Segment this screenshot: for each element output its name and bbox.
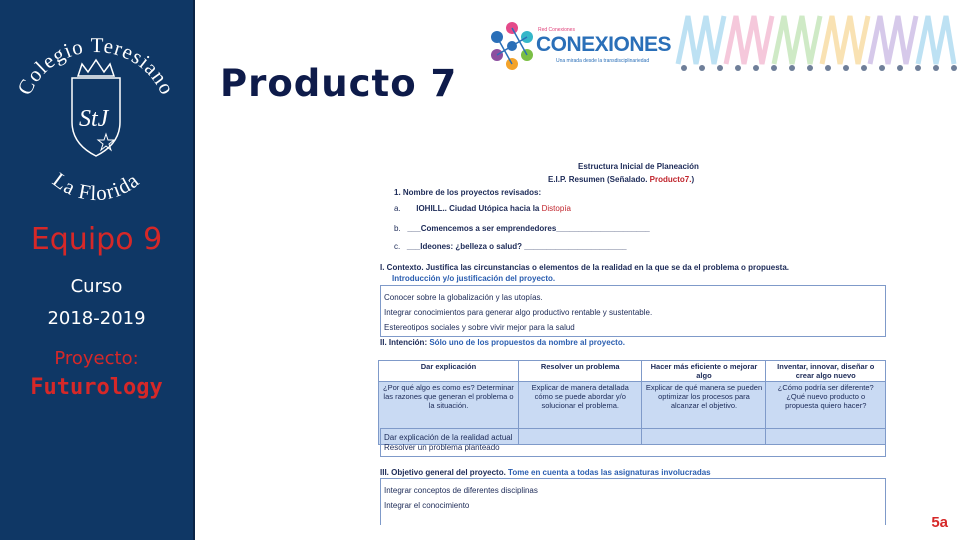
logo-name: CONEXIONES	[536, 33, 672, 56]
context-line: Estereotipos sociales y sobre vivir mejor para la salud	[384, 323, 575, 332]
column-body: ¿Cómo podría ser diferente? ¿Qué nuevo producto o propuesta quiero hacer?	[766, 382, 886, 445]
crest-text-top: Colegio Teresiano	[12, 32, 180, 99]
sidebar	[0, 0, 195, 540]
section1-title: 1. Nombre de los proyectos revisados:	[394, 188, 542, 197]
planning-document	[378, 158, 888, 524]
project-b: b. ___Comencemos a ser emprendedores_____________________	[394, 224, 650, 233]
context-line: Conocer sobre la globalización y las utopías.	[384, 293, 543, 302]
decorative-dots	[680, 64, 960, 72]
conexiones-logo-icon	[490, 20, 534, 72]
team-name: Equipo 9	[30, 222, 163, 257]
svg-text:La Florida	[48, 168, 144, 204]
page-title: Producto 7	[220, 62, 458, 105]
column-head: Hacer más eficiente o mejorar algo	[642, 361, 766, 382]
project-name: Futurology	[30, 375, 163, 400]
intention-title: II. Intención: Sólo uno de los propuestos da nombre al proyecto.	[380, 338, 625, 347]
objective-title: III. Objetivo general del proyecto. Tome en cuenta a todas las asignaturas involucradas	[380, 468, 711, 477]
context-title: I. Contexto. Justifica las circunstancias o elementos de la realidad en la que se da el problema o propuesta.	[380, 263, 790, 272]
school-crest-logo	[8, 14, 184, 204]
objective-line: Integrar el conocimiento	[384, 501, 470, 510]
column-head: Resolver un problema	[518, 361, 642, 382]
column-head: Inventar, innovar, diseñar o crear algo nuevo	[766, 361, 886, 382]
project-c: c. ___Ideones: ¿belleza o salud? _______________________	[394, 242, 627, 251]
column-body: Explicar de qué manera se pueden optimizar los procesos para alcanzar el objetivo.	[642, 382, 766, 445]
intention-answer: Dar explicación de la realidad actual	[384, 433, 513, 442]
intention-answer: Resolver un problema planteado	[384, 443, 500, 452]
objective-line: Integrar conceptos de diferentes disciplinas	[384, 486, 538, 495]
svg-text:StJ: StJ	[79, 106, 109, 132]
svg-text:Colegio Teresiano	[12, 33, 179, 99]
logo-top-text: Red Conexiones	[538, 27, 575, 33]
page-number: 5a	[931, 514, 948, 531]
column-body: Explicar de manera detallada cómo se puede abordar y/o solucionar el problema.	[518, 382, 642, 445]
project-label: Proyecto:	[54, 348, 139, 369]
course-label: Curso	[70, 276, 123, 297]
context-line: Integrar conocimientos para generar algo productivo rentable y sustentable.	[384, 308, 653, 317]
crest-text-bottom: La Florida	[48, 167, 144, 204]
column-head: Dar explicación	[379, 361, 519, 382]
context-subtitle: Introducción y/o justificación del proyecto.	[392, 274, 556, 283]
doc-subheading: E.I.P. Resumen (Señalado. Producto7.)	[548, 175, 695, 184]
column-body: ¿Por qué algo es como es? Determinar las razones que generan el problema o la situación.	[379, 382, 519, 445]
project-a: a. IOHILL.. Ciudad Utópica hacia la Distopía	[394, 204, 571, 213]
doc-heading: Estructura Inicial de Planeación	[578, 162, 699, 171]
course-year: 2018-2019	[47, 308, 146, 329]
logo-tagline: Una mirada desde la transdisciplinariedad	[556, 58, 650, 64]
